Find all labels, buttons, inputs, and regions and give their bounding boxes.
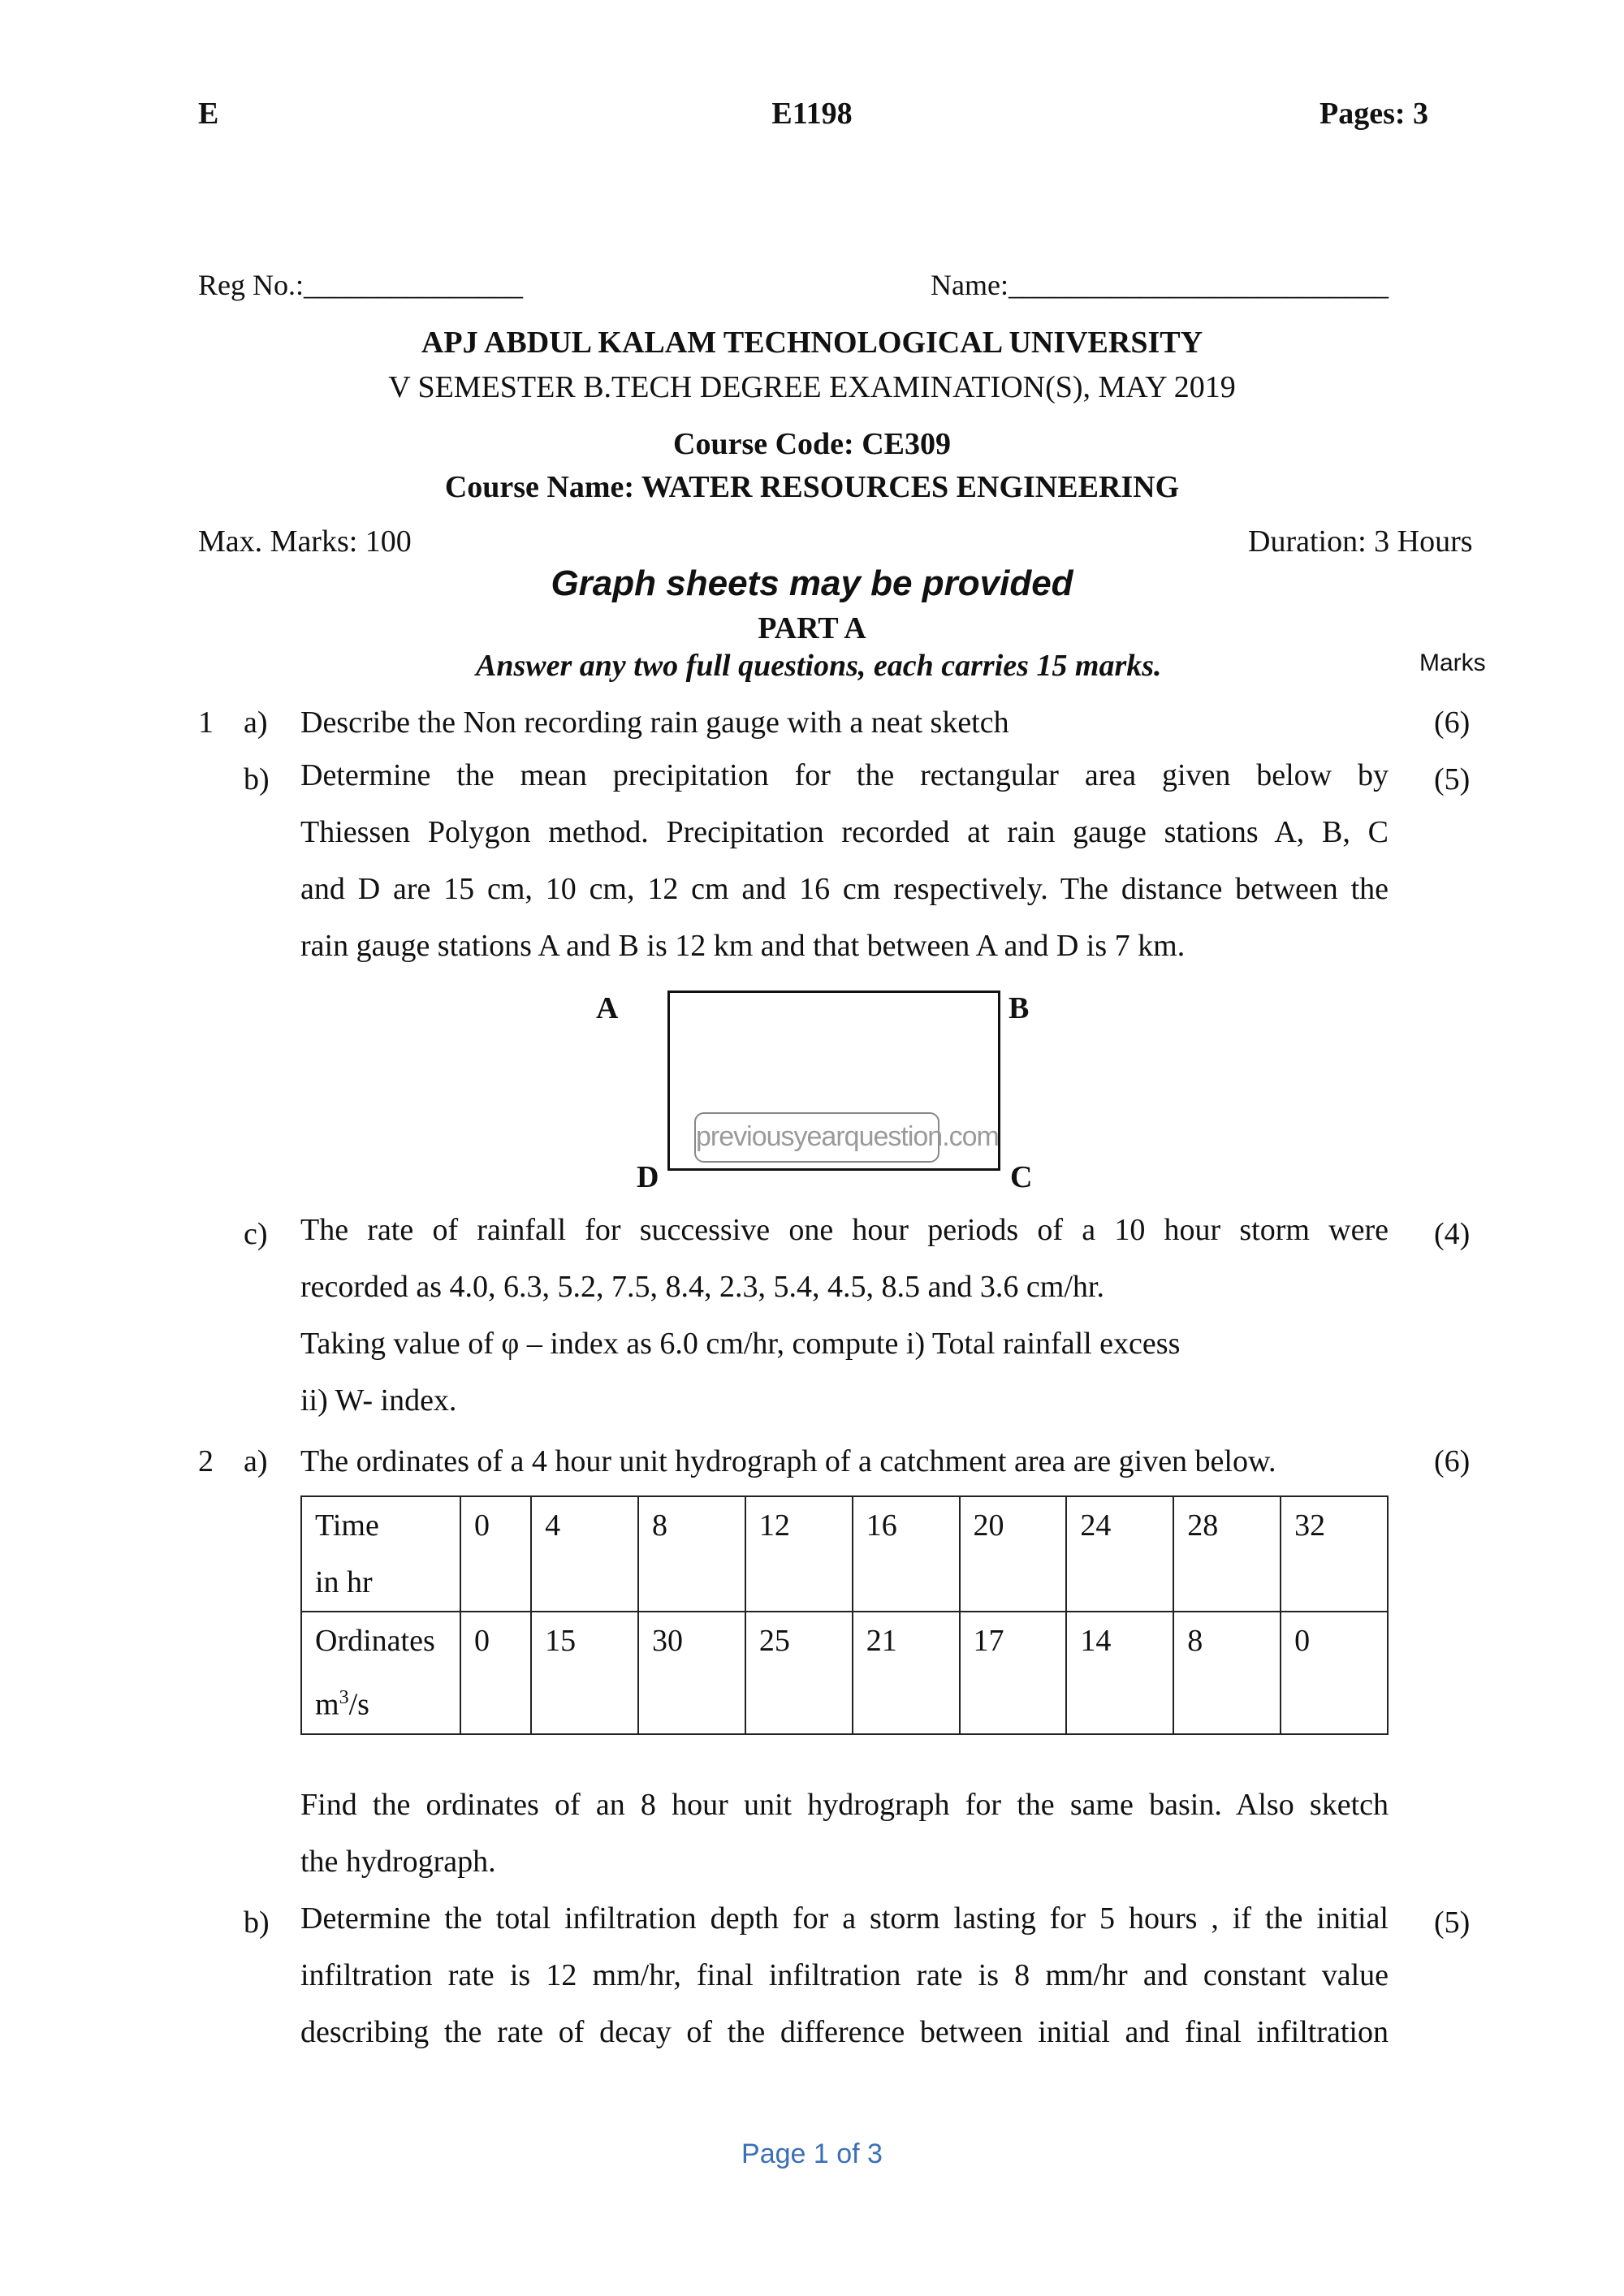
paper-code: E1198 [771, 97, 853, 131]
q1b-text [300, 747, 1389, 974]
q1b-marks: (5) [1434, 762, 1471, 796]
reg-no-field: Reg No.:_______________ [198, 269, 523, 301]
q2b-marks: (5) [1434, 1905, 1471, 1940]
table-cell: 0 [460, 1496, 531, 1612]
table-cell: 15 [531, 1612, 638, 1734]
q2b-label: b) [244, 1905, 270, 1940]
q1c-line: recorded as 4.0, 6.3, 5.2, 7.5, 8.4, 2.3, 5.4, 4.5, 8.5 and 3.6 cm/hr. [300, 1270, 1104, 1304]
station-label-d: D [637, 1160, 659, 1194]
table-row-time [301, 1496, 1388, 1612]
question-number-1: 1 [198, 706, 214, 740]
station-label-c: C [1010, 1160, 1033, 1194]
q2a-marks: (6) [1434, 1444, 1471, 1478]
q1c-line: The rate of rainfall for successive one hour periods of a 10 hour storm were [300, 1213, 1389, 1247]
table-cell: 16 [853, 1496, 960, 1612]
duration: Duration: 3 Hours [1248, 524, 1473, 559]
table-cell: 21 [853, 1612, 960, 1734]
q2b-line: describing the rate of decay of the difference between initial and final infiltration [300, 2015, 1389, 2049]
exam-title: V SEMESTER B.TECH DEGREE EXAMINATION(S), MAY 2019 [388, 370, 1236, 404]
q1a-text: Describe the Non recording rain gauge with a neat sketch [300, 706, 1009, 740]
page-count: Pages: 3 [1320, 97, 1429, 131]
table-cell: 0 [1281, 1612, 1388, 1734]
q2a-followup [300, 1776, 1389, 1890]
question-number-2: 2 [198, 1444, 214, 1478]
q1b-line: and D are 15 cm, 10 cm, 12 cm and 16 cm respectively. The distance between the [300, 872, 1389, 906]
q1a-label: a) [244, 706, 268, 740]
table-cell: 20 [960, 1496, 1067, 1612]
table-cell: 12 [745, 1496, 853, 1612]
station-label-b: B [1009, 991, 1030, 1025]
q1b-line: rain gauge stations A and B is 12 km and that between A and D is 7 km. [300, 929, 1186, 963]
table-row-ordinates [301, 1612, 1388, 1734]
q2b-line: infiltration rate is 12 mm/hr, final infiltration rate is 8 mm/hr and constant value [300, 1958, 1389, 1992]
q1b-label: b) [244, 762, 270, 796]
table-cell: 8 [638, 1496, 745, 1612]
q1c-line: ii) W- index. [300, 1383, 457, 1418]
q1a-marks: (6) [1434, 706, 1471, 740]
course-code: Course Code: CE309 [673, 427, 951, 461]
table-cell: 4 [531, 1496, 638, 1612]
name-field: Name:__________________________ [931, 269, 1389, 301]
table-cell: 25 [745, 1612, 853, 1734]
q2a-text: The ordinates of a 4 hour unit hydrograph of a catchment area are given below. [300, 1444, 1276, 1478]
table-row-header: Ordinates $m^3/s$ [301, 1612, 460, 1734]
q1c-text [300, 1202, 1389, 1429]
watermark-logo: previousyearquestion.com [694, 1112, 939, 1163]
table-cell: 17 [960, 1612, 1067, 1734]
unit-hydrograph-table [300, 1495, 1389, 1735]
q1c-line: Taking value of φ – index as 6.0 cm/hr, compute i) Total rainfall excess [300, 1327, 1181, 1361]
course-name: Course Name: WATER RESOURCES ENGINEERING [444, 470, 1180, 504]
q2a-line: Find the ordinates of an 8 hour unit hydrograph for the same basin. Also sketch [300, 1788, 1389, 1822]
table-cell: 32 [1281, 1496, 1388, 1612]
table-cell: 30 [638, 1612, 745, 1734]
q1c-marks: (4) [1434, 1217, 1471, 1251]
graph-sheet-notice: Graph sheets may be provided [551, 563, 1073, 603]
q2a-line: the hydrograph. [300, 1845, 496, 1879]
station-label-a: A [596, 991, 619, 1025]
part-instruction: Answer any two full questions, each carries 15 marks. [476, 649, 1162, 683]
q1c-label: c) [244, 1217, 268, 1251]
q1b-line: Thiessen Polygon method. Precipitation recorded at rain gauge stations A, B, C [300, 815, 1389, 849]
table-cell: 24 [1066, 1496, 1173, 1612]
table-cell: 8 [1173, 1612, 1281, 1734]
page-footer: Page 1 of 3 [741, 2138, 883, 2169]
q2b-text [300, 1890, 1389, 2061]
table-cell: 0 [460, 1612, 531, 1734]
marks-column-header: Marks [1419, 650, 1486, 676]
q2b-line: Determine the total infiltration depth for a storm lasting for 5 hours , if the initial [300, 1901, 1389, 1936]
university-title: APJ ABDUL KALAM TECHNOLOGICAL UNIVERSITY [421, 326, 1203, 360]
max-marks: Max. Marks: 100 [198, 524, 412, 559]
q2a-label: a) [244, 1444, 268, 1478]
paper-set-letter: E [198, 97, 219, 131]
table-row-header: Time in hr [301, 1496, 460, 1612]
table-cell: 28 [1173, 1496, 1281, 1612]
q1b-line: Determine the mean precipitation for the rectangular area given below by [300, 758, 1389, 792]
table-cell: 14 [1066, 1612, 1173, 1734]
part-heading: PART A [758, 611, 866, 645]
